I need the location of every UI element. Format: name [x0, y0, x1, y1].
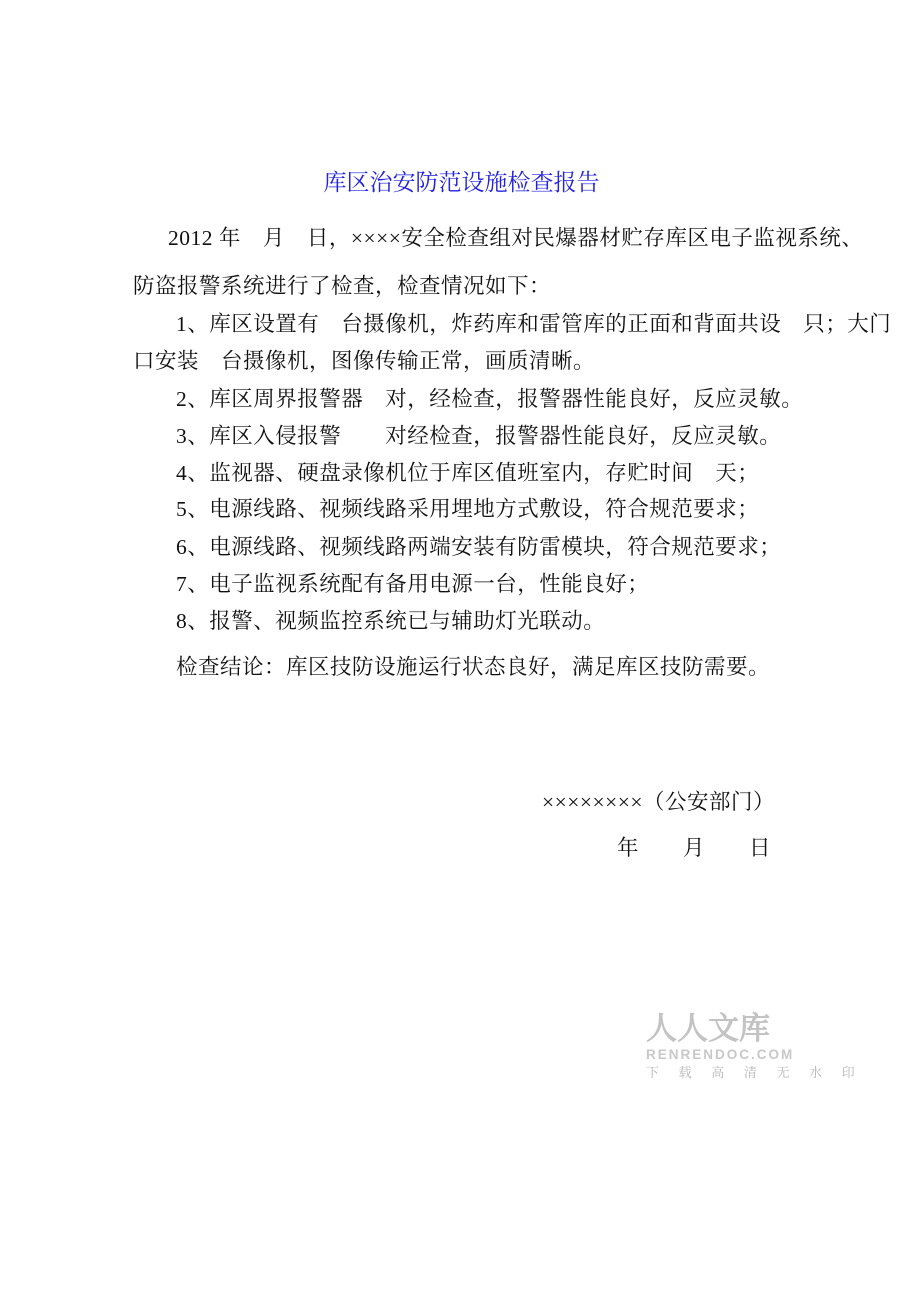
item-1-line-2: 口安装 台摄像机，图像传输正常，画质清晰。 — [133, 349, 596, 373]
watermark — [646, 1012, 863, 1080]
watermark-tagline: 下 载 高 清 无 水 印 — [646, 1065, 863, 1080]
item-5: 5、电源线路、视频线路采用埋地方式敷设，符合规范要求； — [176, 497, 760, 521]
watermark-logo: 人人文库 — [646, 1011, 770, 1046]
item-1-line-1: 1、库区设置有 台摄像机，炸药库和雷管库的正面和背面共设 只；大门 — [176, 312, 892, 336]
item-6: 6、电源线路、视频线路两端安装有防雷模块，符合规范要求； — [176, 535, 782, 559]
item-2: 2、库区周界报警器 对，经检查，报警器性能良好，反应灵敏。 — [176, 387, 804, 411]
intro-paragraph-line-1: 2012 年 月 日，××××安全检查组对民爆器材贮存库区电子监视系统、 — [168, 226, 864, 250]
document-title: 库区治安防范设施检查报告 — [323, 170, 600, 195]
watermark-domain: RENRENDOC.COM — [646, 1047, 795, 1062]
signature-date-line: 年 月 日 — [616, 836, 771, 860]
item-4: 4、监视器、硬盘录像机位于库区值班室内，存贮时间 天； — [176, 461, 760, 485]
item-7: 7、电子监视系统配有备用电源一台，性能良好； — [176, 572, 650, 596]
conclusion-line: 检查结论：库区技防设施运行状态良好，满足库区技防需要。 — [176, 655, 771, 679]
item-8: 8、报警、视频监控系统已与辅助灯光联动。 — [176, 609, 606, 633]
item-3: 3、库区入侵报警 对经检查，报警器性能良好，反应灵敏。 — [176, 424, 782, 448]
intro-paragraph-line-2: 防盗报警系统进行了检查，检查情况如下： — [133, 274, 552, 298]
signature-organization: ××××××××（公安部门） — [541, 790, 775, 814]
